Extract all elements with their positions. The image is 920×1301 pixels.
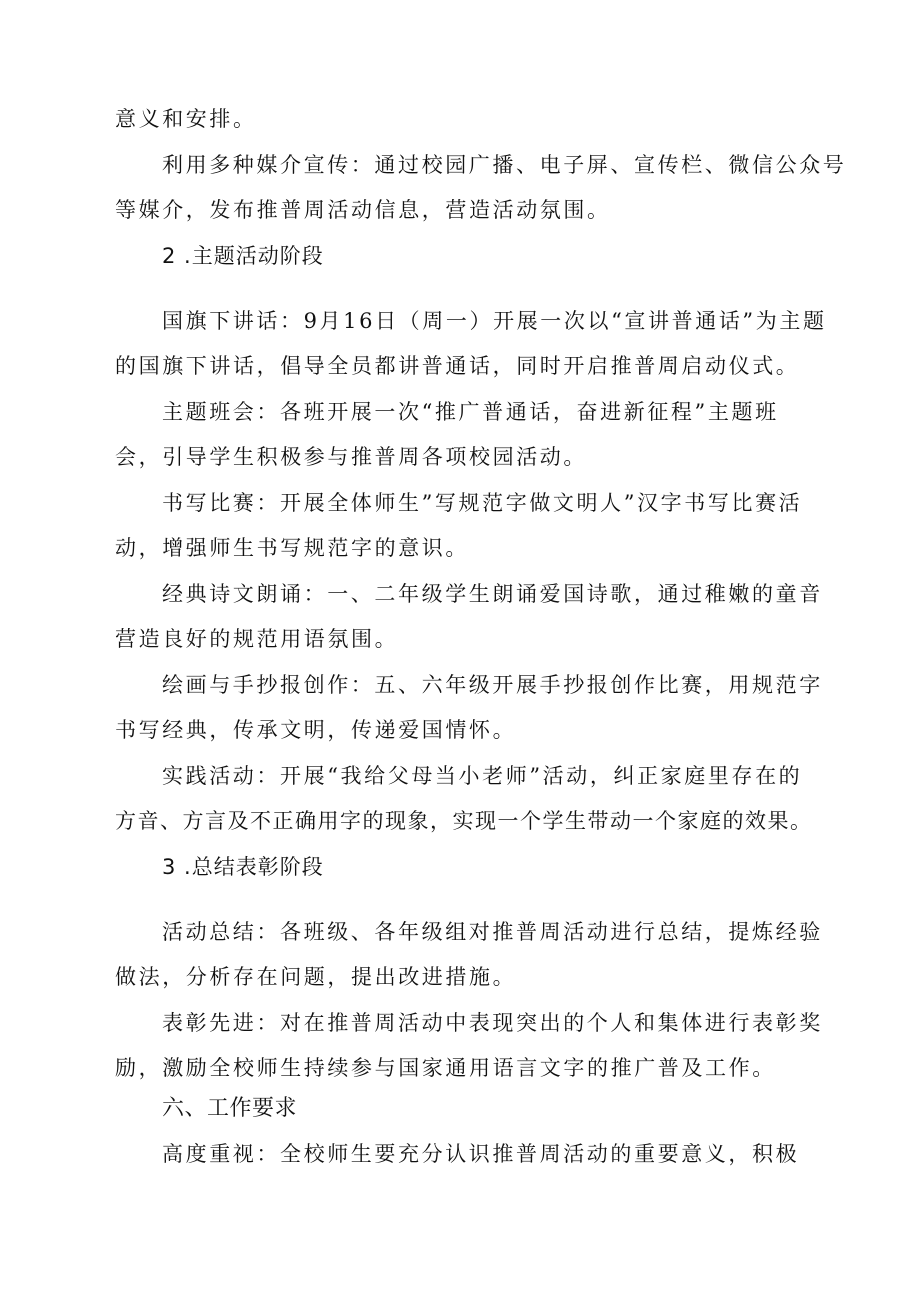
paragraph-line: 国旗下讲话：9月16日（周一）开展一次以“宣讲普通话”为主题 bbox=[162, 309, 827, 333]
paragraph-line: 主题班会：各班开展一次“推广普通话，奋进新征程”主题班 bbox=[162, 400, 779, 424]
paragraph-line: 表彰先进：对在推普周活动中表现突出的个人和集体进行表彰奖 bbox=[162, 1011, 823, 1035]
paragraph-line: 书写经典，传承文明，传递爱国情怀。 bbox=[115, 718, 517, 742]
paragraph-line: 会，引导学生积极参与推普周各项校园活动。 bbox=[115, 445, 587, 469]
paragraph-line: 营造良好的规范用语氛围。 bbox=[115, 627, 399, 651]
paragraph-line: 方音、方言及不正确用字的现象，实现一个学生带动一个家庭的效果。 bbox=[115, 809, 813, 833]
paragraph-line: 等媒介，发布推普周活动信息，营造活动氛围。 bbox=[115, 198, 611, 222]
paragraph-line: 高度重视：全校师生要充分认识推普周活动的重要意义，积极 bbox=[162, 1142, 800, 1166]
subsection-heading: 2 .主题活动阶段 bbox=[162, 244, 324, 268]
paragraph-line: 活动总结：各班级、各年级组对推普周活动进行总结，提炼经验 bbox=[162, 920, 823, 944]
paragraph-line: 经典诗文朗诵：一、二年级学生朗诵爱国诗歌，通过稚嫩的童音 bbox=[162, 582, 823, 606]
paragraph-line: 做法，分析存在问题，提出改进措施。 bbox=[115, 965, 517, 989]
paragraph-line: 意义和安排。 bbox=[115, 107, 257, 131]
section-heading: 六、工作要求 bbox=[162, 1096, 298, 1121]
paragraph-line: 实践活动：开展“我给父母当小老师”活动，纠正家庭里存在的 bbox=[162, 764, 803, 788]
paragraph-line: 书写比赛：开展全体师生”写规范字做文明人”汉字书写比赛活 bbox=[162, 491, 803, 515]
paragraph-line: 励，激励全校师生持续参与国家通用语言文字的推广普及工作。 bbox=[115, 1056, 776, 1080]
paragraph-line: 利用多种媒介宣传：通过校园广播、电子屏、宣传栏、微信公众号 bbox=[162, 153, 847, 177]
paragraph-line: 动，增强师生书写规范字的意识。 bbox=[115, 536, 469, 560]
paragraph-line: 绘画与手抄报创作：五、六年级开展手抄报创作比赛，用规范字 bbox=[162, 673, 823, 697]
paragraph-line: 的国旗下讲话，倡导全员都讲普通话，同时开启推普周启动仪式。 bbox=[115, 354, 800, 378]
subsection-heading: 3 .总结表彰阶段 bbox=[162, 855, 324, 879]
